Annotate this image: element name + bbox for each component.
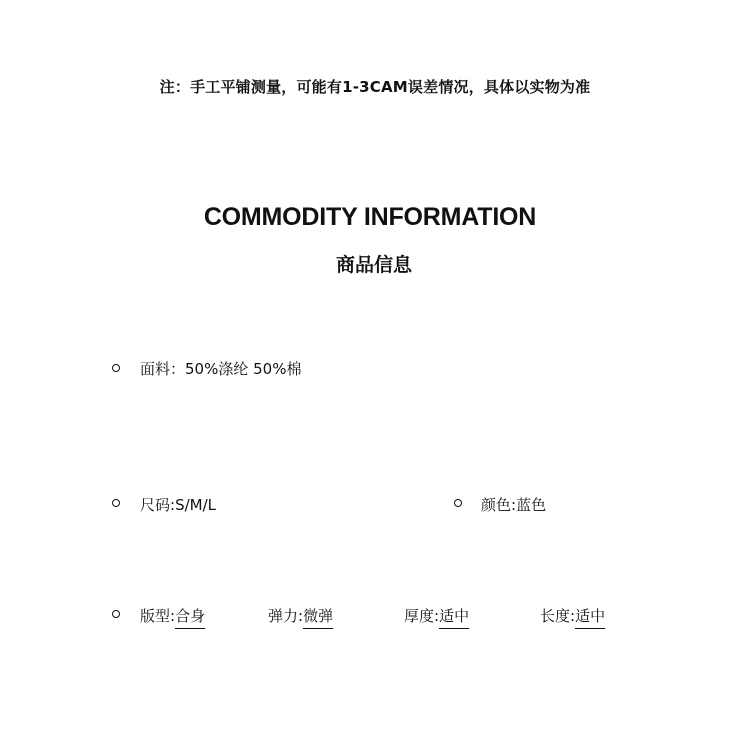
- fabric-bullet-icon: [112, 364, 120, 372]
- fabric-value: 50%涤纶 50%棉: [185, 360, 302, 378]
- elasticity-value: 微弹: [303, 605, 333, 629]
- fit-value: 合身: [175, 605, 205, 629]
- size-spec: [140, 494, 216, 515]
- length-value: 适中: [575, 605, 605, 629]
- size-label: 尺码:: [140, 496, 176, 514]
- fabric-spec: [140, 358, 301, 379]
- fabric-label: 面料：: [140, 360, 186, 378]
- section-title-chinese: 商品信息: [335, 254, 412, 276]
- length-label: 长度:: [540, 607, 576, 625]
- color-value: 蓝色: [516, 496, 547, 514]
- section-title-english: COMMODITY INFORMATION: [203, 203, 537, 231]
- size-bullet-icon: [112, 499, 120, 507]
- thickness-value: 适中: [439, 605, 469, 629]
- fit-bullet-icon: [112, 610, 120, 618]
- color-spec: [481, 494, 546, 515]
- length-spec: [540, 605, 605, 629]
- fit-spec: [140, 605, 205, 629]
- thickness-label: 厚度:: [404, 607, 440, 625]
- elasticity-label: 弹力:: [268, 607, 304, 625]
- elasticity-spec: [268, 605, 333, 629]
- measurement-note: 注：手工平铺测量，可能有1-3CAM误差情况，具体以实物为准: [159, 78, 591, 96]
- fit-label: 版型:: [140, 607, 176, 625]
- color-label: 颜色:: [481, 496, 517, 514]
- thickness-spec: [404, 605, 469, 629]
- color-bullet-icon: [454, 499, 462, 507]
- size-value: S/M/L: [175, 496, 216, 514]
